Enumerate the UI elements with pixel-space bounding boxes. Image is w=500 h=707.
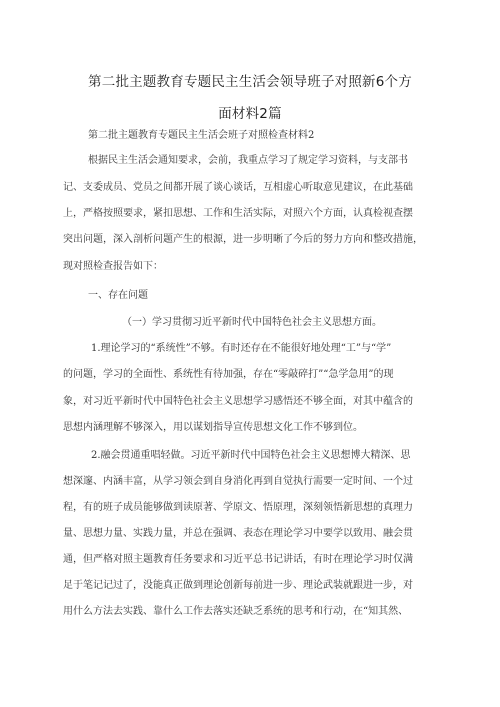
paragraph-line: 根据民主生活会通知要求，会前，我重点学习了规定学习资料，与支部书 bbox=[88, 155, 408, 166]
paragraph-line: 突出问题，深入剖析问题产生的根源，进一步明晰了今后的努力方向和整改措施， bbox=[63, 234, 423, 245]
paragraph-line: 想深邃、内涵丰富，从学习领会到自身消化再到自觉执行需要一定时间、一个过 bbox=[63, 476, 413, 487]
document-title-line-1: 第二批主题教育专题民主生活会领导班子对照新6个方 bbox=[88, 74, 412, 90]
subsection-heading: （一）学习贯彻习近平新时代中国特色社会主义思想方面。 bbox=[122, 317, 382, 328]
section-heading: 一、存在问题 bbox=[88, 290, 148, 301]
paragraph-line: 记、支委成员、党员之间都开展了谈心谈话，互相虚心听取意见建议，在此基础 bbox=[63, 182, 413, 193]
paragraph-line: 2.融会贯通重唱轻做。习近平新时代中国特色社会主义思想博大精深、思 bbox=[91, 450, 411, 461]
paragraph-line: 上，严格按照要求，紧扣思想、工作和生活实际，对照六个方面，认真检视查摆 bbox=[63, 208, 413, 219]
paragraph-line: 量、思想力量、实践力量，并总在强调、表态在理论学习中要学以致用、融会贯 bbox=[63, 528, 413, 539]
paragraph-line: 用什么方法去实践、靠什么工作去落实还缺乏系统的思考和行动，在“知其然、 bbox=[63, 606, 409, 617]
paragraph-line: 通，但严格对照主题教育任务要求和习近平总书记讲话，有时在理论学习时仅满 bbox=[63, 554, 413, 565]
subtitle-line: 第二批主题教育专题民主生活会班子对照检查材料2 bbox=[88, 130, 315, 141]
paragraph-line: 现对照检查报告如下： bbox=[63, 261, 163, 272]
paragraph-line: 思想内涵理解不够深入，用以谋划指导宣传思想文化工作不够到位。 bbox=[63, 422, 363, 433]
paragraph-line: 足于笔记记过了，没能真正做到理论创新每前进一步、理论武装就跟进一步，对 bbox=[63, 580, 413, 591]
paragraph-line: 程，有的班子成员能够做到读原著、学原文、悟原理，深刻领悟新思想的真理力 bbox=[63, 502, 413, 513]
document-title-line-2: 面材料2篇 bbox=[218, 106, 282, 122]
paragraph-line: 1.理论学习的“系统性”不够。有时还存在不能很好地处理“工”与“学” bbox=[91, 343, 392, 354]
paragraph-line: 的问题，学习的全面性、系统性有待加强，存在“零敲碎打”“急学急用”的现 bbox=[63, 369, 394, 380]
paragraph-line: 象，对习近平新时代中国特色社会主义思想学习感悟还不够全面，对其中蕴含的 bbox=[63, 396, 413, 407]
